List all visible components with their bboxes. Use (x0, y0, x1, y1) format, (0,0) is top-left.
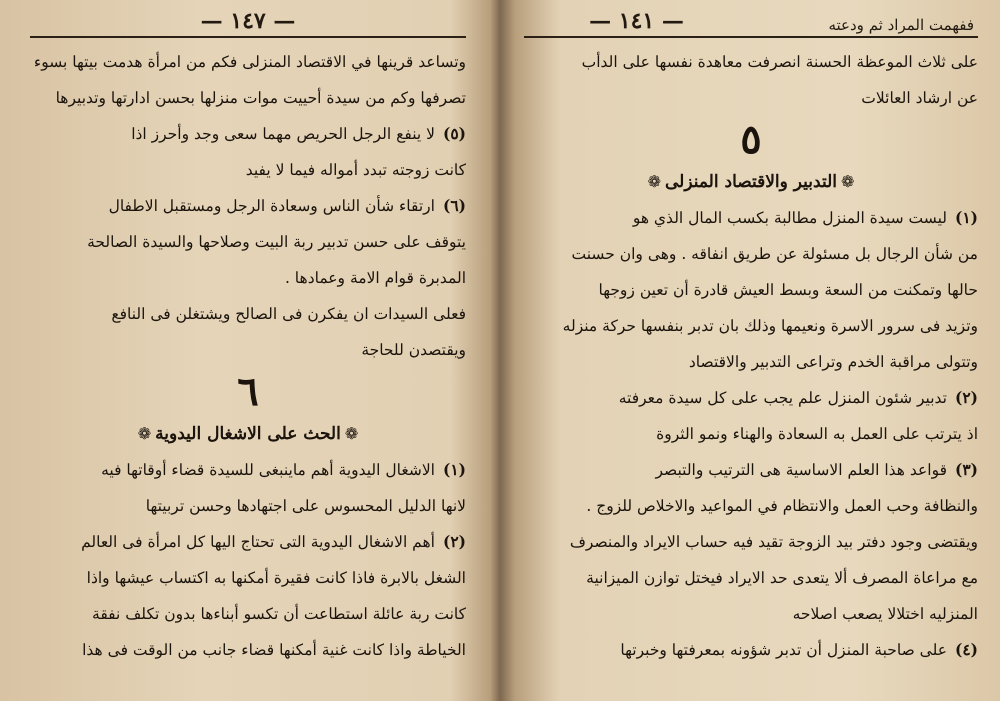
ornament-icon: ❁ (137, 424, 152, 443)
left-text-block-2 (30, 452, 466, 668)
line-text: تصرفها وكم من سيدة أحييت موات منزلها بحسن ادارتها وتدبيرها (55, 89, 466, 107)
text-line (30, 332, 466, 368)
item-number: (٤) (954, 640, 978, 659)
right-header-rule (524, 36, 978, 38)
line-text: ارتقاء شأن الناس وسعادة الرجل ومستقبل الاطفال (108, 197, 435, 215)
text-line (30, 116, 466, 152)
line-text: حالها وتمكنت من السعة وبسط العيش قادرة أن تعين زوجها (598, 281, 978, 299)
right-section-title-text: التدبير والاقتصاد المنزلى (664, 172, 837, 192)
text-line (524, 524, 978, 560)
right-section-number: ٥ (740, 116, 762, 163)
text-line (30, 152, 466, 188)
left-page-number: — ١٤٧ — (200, 8, 296, 34)
item-number: (١) (442, 460, 466, 479)
line-text: وتزيد فى سرور الاسرة ونعيمها وذلك بان تدبر بنفسها حركة منزله (562, 317, 978, 335)
text-line (524, 380, 978, 416)
line-text: من شأن الرجال بل مسئولة عن طريق انفاقه . وهى وان حسنت (571, 245, 978, 263)
text-line (30, 260, 466, 296)
text-line (30, 488, 466, 524)
line-text: على صاحبة المنزل أن تدبر شؤونه بمعرفتها وخبرتها (620, 641, 947, 659)
text-line (30, 80, 466, 116)
left-text-block (30, 44, 466, 368)
line-text: فعلى السيدات ان يفكرن فى الصالح ويشتغلن فى النافع (111, 305, 466, 323)
text-line (524, 596, 978, 632)
line-text: أهم الاشغال اليدوية التى تحتاج اليها كل امرأة فى العالم (81, 533, 435, 551)
text-line (30, 596, 466, 632)
right-text-block (524, 200, 978, 668)
line-text: كانت ربة عائلة استطاعت أن تكسو أبناءها بدون تكلف نفقة (92, 605, 466, 623)
line-text: المنزليه اختلالا يصعب اصلاحه (792, 605, 978, 623)
line-text: ويقتصدن للحاجة (361, 341, 466, 359)
text-line (524, 632, 978, 668)
text-line (524, 236, 978, 272)
line-text: وتساعد قرينها في الاقتصاد المنزلى فكم من امرأة هدمت بيتها بسوء (33, 53, 466, 71)
text-line (524, 488, 978, 524)
text-line (524, 416, 978, 452)
right-page-header (524, 0, 978, 36)
text-line (524, 560, 978, 596)
right-section-title (524, 164, 978, 200)
left-section-title-text: الحث على الاشغال اليدوية (155, 424, 341, 444)
item-number: (١) (954, 208, 978, 227)
text-line (30, 296, 466, 332)
item-number: (٦) (442, 196, 466, 215)
line-text: ويقتضى وجود دفتر بيد الزوجة تقيد فيه حساب الايراد والمنصرف (569, 533, 978, 551)
item-number: (٥) (442, 124, 466, 143)
text-line (524, 80, 978, 116)
line-text: لا ينفع الرجل الحريص مهما سعى وجد وأحرز اذا (131, 125, 435, 143)
text-line (30, 188, 466, 224)
line-text: يتوقف على حسن تدبير ربة البيت وصلاحها والسيدة الصالحة (87, 233, 466, 251)
text-line (524, 272, 978, 308)
ornament-icon: ❁ (344, 424, 359, 443)
left-header-rule (30, 36, 466, 38)
line-text: مع مراعاة المصرف ألا يتعدى حد الايراد فيختل توازن الميزانية (586, 569, 978, 587)
line-text: الشغل بالابرة فاذا كانت فقيرة أمكنها به اكتساب عيشها واذا (86, 569, 466, 587)
text-line (524, 200, 978, 236)
line-text: قواعد هذا العلم الاساسية هى الترتيب والتبصر (655, 461, 947, 479)
right-page (510, 0, 1000, 701)
text-line (524, 308, 978, 344)
line-text: لانها الدليل المحسوس على اجتهادها وحسن تربيتها (145, 497, 466, 515)
text-line (524, 44, 978, 80)
line-text: الخياطة واذا كانت غنية أمكنها قضاء جانب من الوقت فى هذا (82, 641, 466, 659)
left-section-number: ٦ (237, 368, 259, 415)
line-text: على ثلاث الموعظة الحسنة انصرفت معاهدة نفسها على الدأب (581, 53, 978, 71)
line-text: اذ يترتب على العمل به السعادة والهناء ونمو الثروة (656, 425, 978, 443)
text-line (524, 344, 978, 380)
text-line (30, 44, 466, 80)
line-text: المدبرة قوام الامة وعمادها . (284, 269, 466, 287)
right-top-note: ففهمت المراد ثم ودعته (828, 16, 974, 34)
item-number: (٣) (954, 460, 978, 479)
ornament-icon: ❁ (647, 172, 661, 191)
text-line (30, 632, 466, 668)
line-text: ليست سيدة المنزل مطالبة بكسب المال الذي هو (632, 209, 947, 227)
item-number: (٢) (442, 532, 466, 551)
line-text: عن ارشاد العائلات (861, 89, 978, 107)
left-section-title (30, 416, 466, 452)
line-text: والنظافة وحب العمل والانتظام في المواعيد والاخلاص للزوج . (586, 497, 978, 515)
line-text: تدبير شئون المنزل علم يجب على كل سيدة معرفته (618, 389, 947, 407)
item-number: (٢) (954, 388, 978, 407)
line-text: وتتولى مراقبة الخدم وتراعى التدبير والاقتصاد (688, 353, 978, 371)
left-page (0, 0, 488, 701)
text-line (30, 224, 466, 260)
text-line (30, 560, 466, 596)
right-page-number: — ١٤١ — (589, 8, 684, 34)
right-top-block (524, 44, 978, 116)
line-text: كانت زوجته تبدد أمواله فيما لا يفيد (245, 161, 466, 179)
ornament-icon: ❁ (841, 172, 855, 191)
text-line (30, 524, 466, 560)
line-text: الاشغال اليدوية أهم ماينبغى للسيدة قضاء أوقاتها فيه (101, 461, 435, 479)
text-line (30, 452, 466, 488)
text-line (524, 452, 978, 488)
